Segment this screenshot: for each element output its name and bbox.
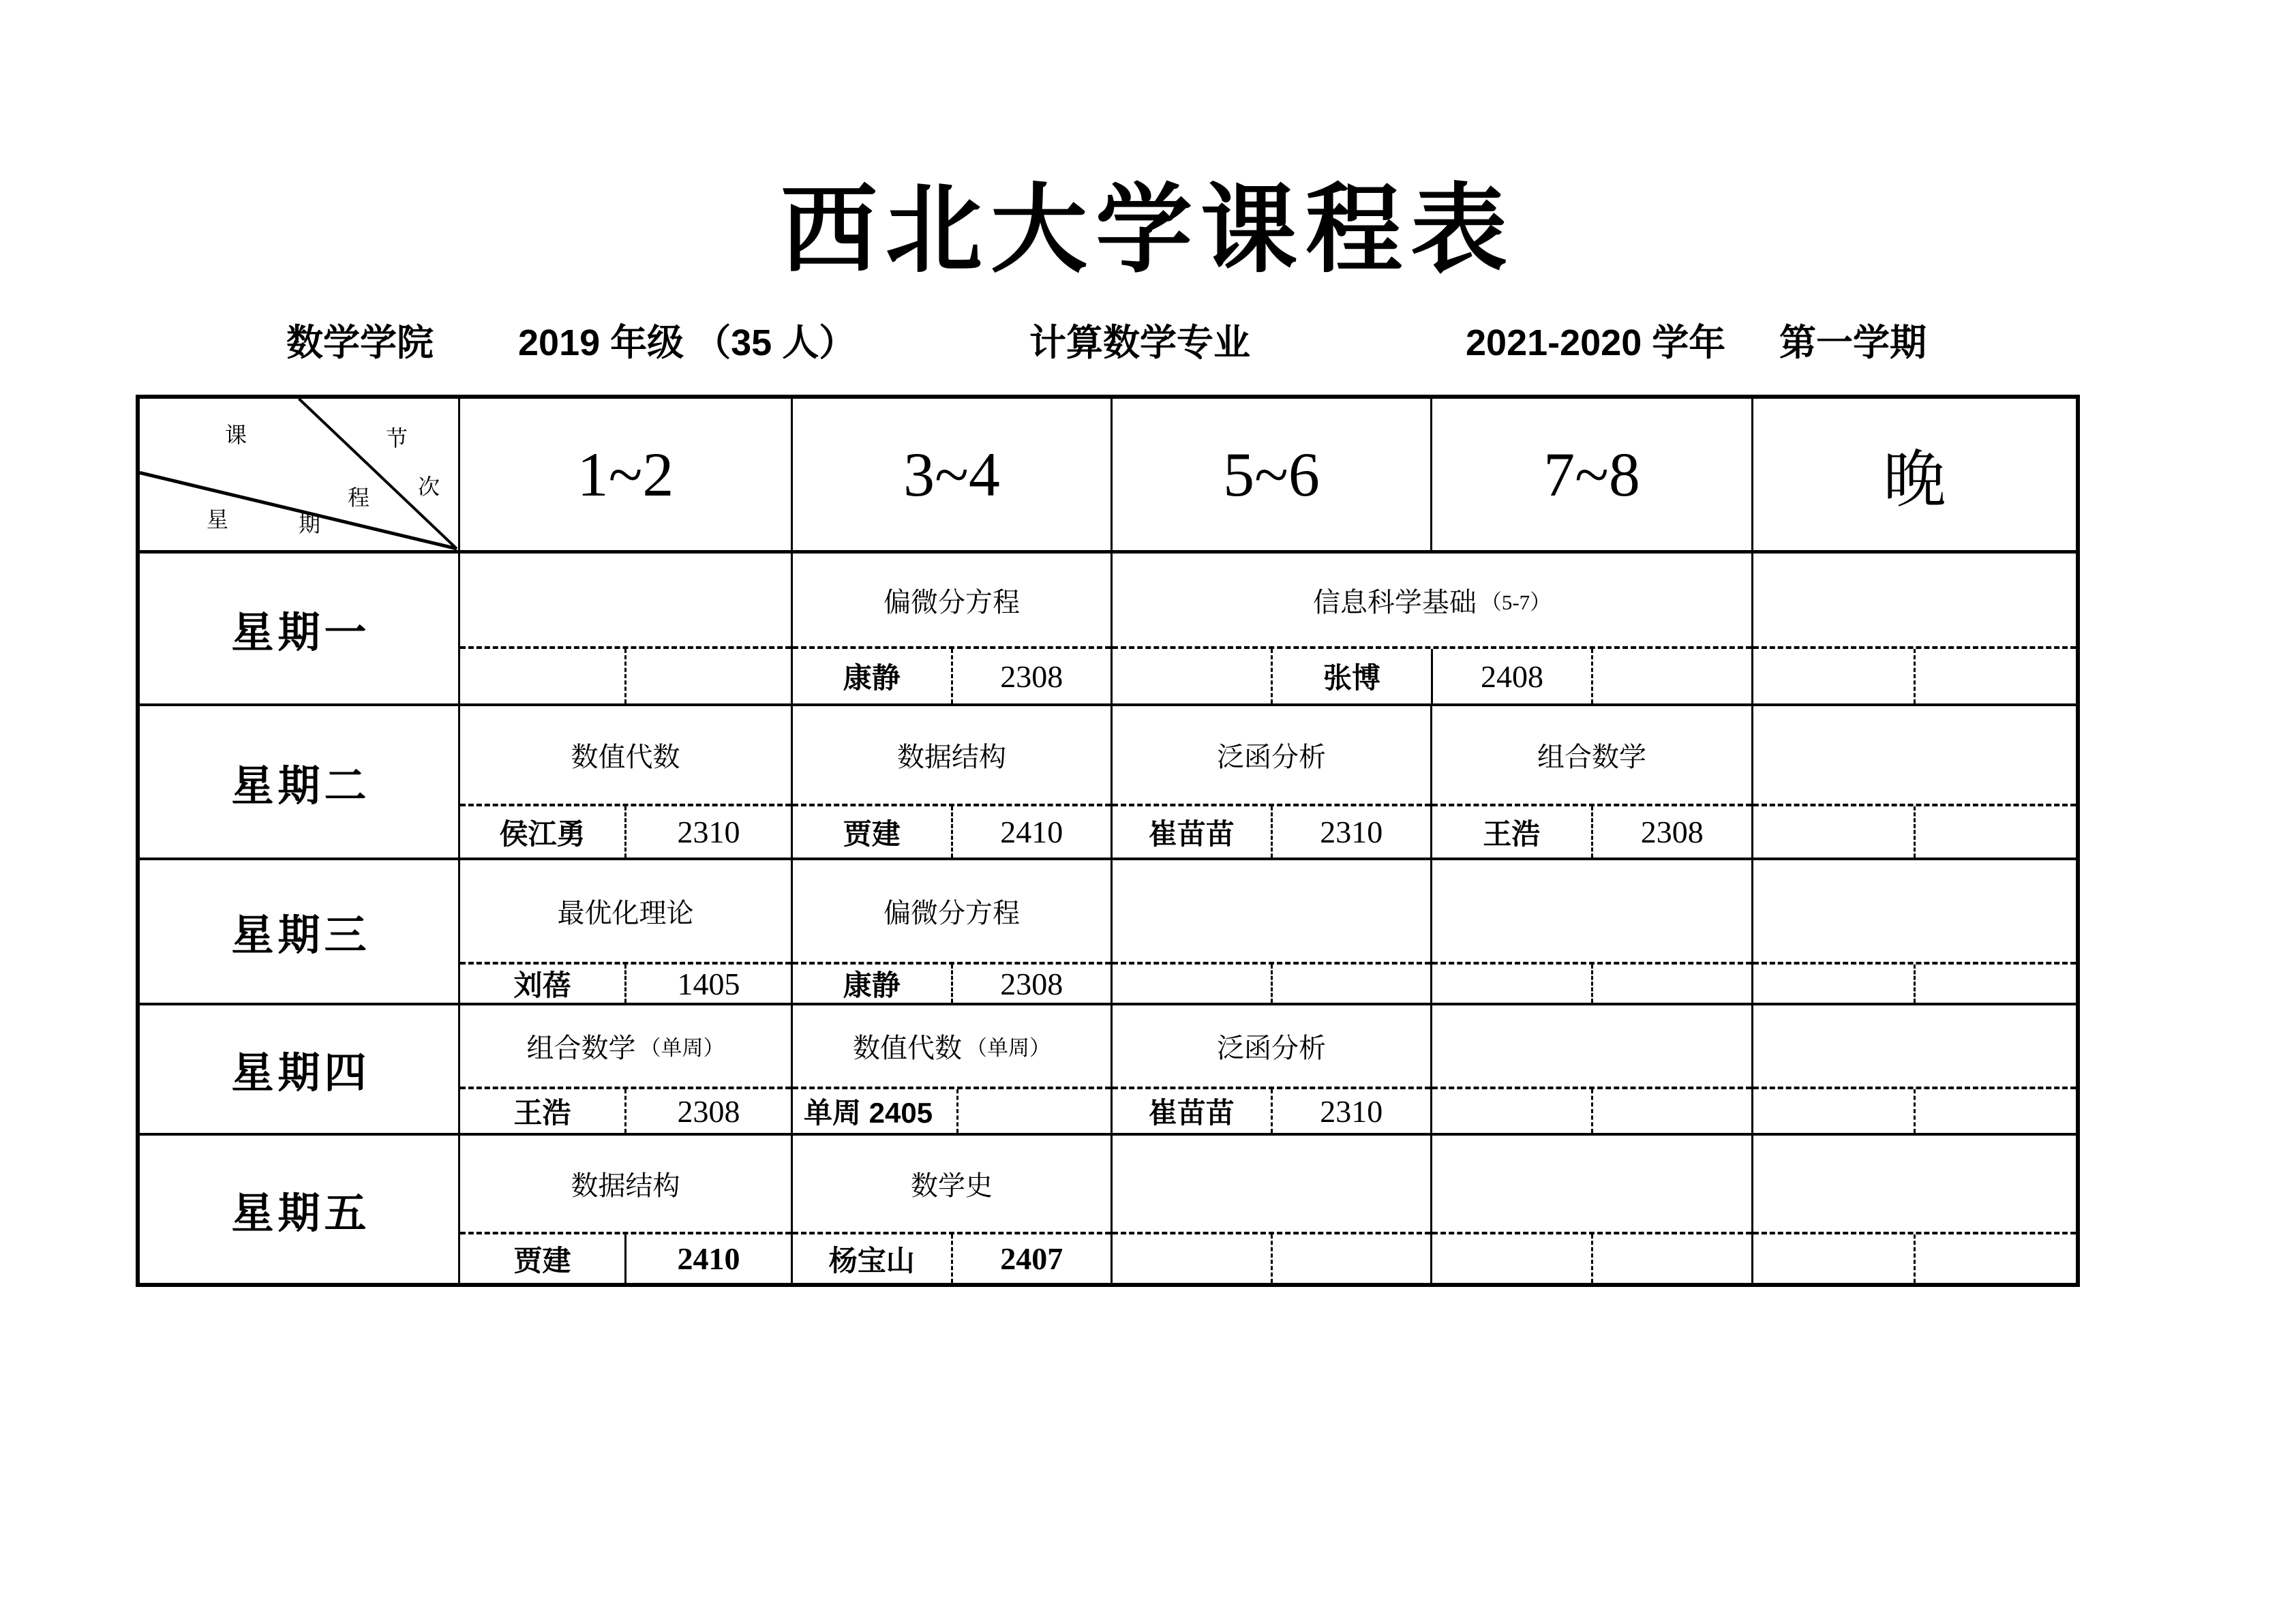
course-name: 泛函分析 [1217, 1033, 1326, 1063]
teacher-slot [1753, 806, 1916, 858]
corner-label-xing: 星 [207, 507, 229, 532]
course-cell [1432, 860, 1753, 1005]
room-slot [1273, 1089, 1431, 1133]
teacher-slot [793, 1234, 953, 1283]
teacher-name: 康静 [843, 662, 901, 694]
info-department: 数学学院 [286, 322, 434, 363]
day-cell-monday: 星期一 [140, 553, 460, 706]
teacher-slot [460, 965, 626, 1003]
page-title: 西北大学课程表 [781, 173, 1515, 286]
course-cell [460, 1136, 793, 1283]
room-slot [1273, 1234, 1431, 1283]
corner-label-jie: 节 [386, 426, 408, 451]
info-grade: 2019 年级 （35 人） [518, 322, 856, 363]
room-slot [953, 965, 1111, 1003]
course-cell [1753, 1136, 2076, 1283]
teacher-name: 康静 [843, 969, 901, 1001]
room-number: 2308 [677, 1093, 740, 1129]
timetable [136, 395, 2080, 1287]
course-name: 偏微分方程 [883, 586, 1020, 618]
teacher-slot [1113, 965, 1273, 1003]
course-cell [460, 1005, 793, 1136]
teacher-slot [1753, 1089, 1916, 1133]
room-slot [953, 649, 1111, 703]
teacher-slot [1753, 965, 1916, 1003]
day-cell-thursday: 星期四 [140, 1005, 460, 1136]
teacher-slot [1753, 1234, 1916, 1283]
course-cell [1753, 553, 2076, 706]
room-slot [626, 806, 791, 858]
room-slot [1916, 1089, 2076, 1133]
teacher-slot [1432, 806, 1593, 858]
course-cell [1753, 706, 2076, 860]
corner-label-ke: 课 [225, 423, 247, 447]
room-slot [1916, 1234, 2076, 1283]
day-cell-tuesday: 星期二 [140, 706, 460, 860]
course-name: 数值代数 [853, 1033, 962, 1063]
room-slot [1916, 965, 2076, 1003]
course-cell [1432, 706, 1753, 860]
course-cell [1113, 706, 1432, 860]
teacher-name: 崔苗苗 [1148, 817, 1235, 850]
room-number: 2310 [1320, 1093, 1383, 1129]
course-name: 最优化理论 [557, 898, 694, 928]
room-slot [626, 965, 791, 1003]
course-cell [1432, 1136, 1753, 1283]
course-name: 组合数学 [1537, 742, 1646, 772]
period-header-1-2: 1~2 [460, 399, 793, 553]
teacher-name: 杨宝山 [828, 1244, 915, 1277]
teacher-name: 王浩 [1483, 817, 1541, 850]
period-header-7-8: 7~8 [1432, 399, 1753, 553]
teacher-slot [793, 1089, 958, 1133]
room-number: 2308 [1000, 658, 1063, 694]
room-slot [953, 1234, 1111, 1283]
teacher-name: 单周 2405 [804, 1097, 933, 1129]
info-major: 计算数学专业 [1029, 322, 1250, 363]
room-slot [1593, 1234, 1752, 1283]
day-cell-friday: 星期五 [140, 1136, 460, 1283]
room-slot [626, 649, 791, 703]
teacher-slot [1273, 649, 1433, 703]
course-cell [1432, 1005, 1753, 1136]
room-number: 2308 [1640, 815, 1704, 849]
room-slot [1593, 965, 1752, 1003]
room-number: 2308 [1000, 966, 1063, 1001]
day-cell-wednesday: 星期三 [140, 860, 460, 1005]
corner-header-cell [140, 399, 460, 553]
teacher-slot [793, 649, 953, 703]
course-cell-merged-5-7 [1113, 553, 1753, 706]
teacher-slot [460, 1089, 626, 1133]
room-slot [626, 1089, 791, 1133]
course-name: 组合数学 [526, 1033, 636, 1063]
teacher-slot [460, 806, 626, 858]
course-cell [460, 553, 793, 706]
corner-label-cheng: 程 [348, 485, 370, 510]
room-number: 2310 [1320, 815, 1383, 849]
course-cell [793, 1136, 1113, 1283]
corner-label-ci: 次 [418, 474, 440, 499]
period-header-evening: 晚 [1753, 399, 2076, 553]
room-slot [1916, 649, 2076, 703]
teacher-slot [1432, 965, 1593, 1003]
course-name: 数值代数 [571, 742, 680, 772]
course-cell [1113, 860, 1432, 1005]
teacher-slot [1113, 1089, 1273, 1133]
room-slot [1273, 965, 1431, 1003]
room-slot [1433, 649, 1593, 703]
course-name: 偏微分方程 [883, 898, 1020, 928]
empty-slot [1113, 649, 1273, 703]
info-term: 第一学期 [1779, 322, 1927, 363]
teacher-name: 张博 [1323, 662, 1380, 694]
teacher-name: 侯江勇 [499, 817, 586, 850]
teacher-slot [1113, 1234, 1273, 1283]
period-header-3-4: 3~4 [793, 399, 1113, 553]
room-number: 2410 [677, 1241, 740, 1276]
teacher-name: 贾建 [513, 1244, 571, 1277]
info-line [0, 319, 2296, 367]
course-cell [1753, 1005, 2076, 1136]
teacher-slot [1432, 1234, 1593, 1283]
room-slot [958, 1089, 1111, 1133]
teacher-name: 刘蓓 [513, 969, 571, 1001]
room-slot [1273, 806, 1431, 858]
info-year: 2021-2020 学年 [1466, 322, 1726, 363]
teacher-slot [460, 1234, 626, 1283]
teacher-name: 王浩 [513, 1097, 571, 1129]
teacher-name: 贾建 [843, 817, 901, 850]
room-slot [626, 1234, 791, 1283]
room-slot [1916, 806, 2076, 858]
teacher-slot [793, 806, 953, 858]
course-cell [1113, 1005, 1432, 1136]
room-number: 2408 [1481, 658, 1543, 694]
course-cell [793, 860, 1113, 1005]
room-number: 1405 [677, 966, 740, 1001]
course-cell [793, 706, 1113, 860]
room-slot [953, 806, 1111, 858]
room-slot [1593, 806, 1752, 858]
corner-label-qi: 期 [299, 512, 321, 536]
course-cell [460, 706, 793, 860]
course-cell [1753, 860, 2076, 1005]
course-cell [460, 860, 793, 1005]
room-number: 2410 [1000, 815, 1063, 849]
empty-slot [1593, 649, 1751, 703]
course-note: （单周） [639, 1036, 725, 1060]
course-name: 数据结构 [897, 742, 1006, 772]
teacher-slot [1753, 649, 1916, 703]
teacher-slot [793, 965, 953, 1003]
room-number: 2407 [1000, 1241, 1063, 1276]
room-slot [1593, 1089, 1752, 1133]
course-cell [1113, 1136, 1432, 1283]
course-cell [793, 553, 1113, 706]
period-header-5-6: 5~6 [1113, 399, 1432, 553]
teacher-slot [460, 649, 626, 703]
course-name: 数据结构 [571, 1170, 680, 1201]
course-name: 数学史 [911, 1170, 993, 1201]
course-name: 泛函分析 [1217, 742, 1326, 772]
course-cell [793, 1005, 1113, 1136]
room-number: 2310 [677, 815, 740, 849]
course-name: 信息科学基础 [1312, 586, 1477, 618]
course-note: （5-7） [1480, 590, 1552, 614]
teacher-name: 崔苗苗 [1148, 1097, 1235, 1129]
teacher-slot [1113, 806, 1273, 858]
course-note: （单周） [966, 1036, 1051, 1060]
teacher-slot [1432, 1089, 1593, 1133]
